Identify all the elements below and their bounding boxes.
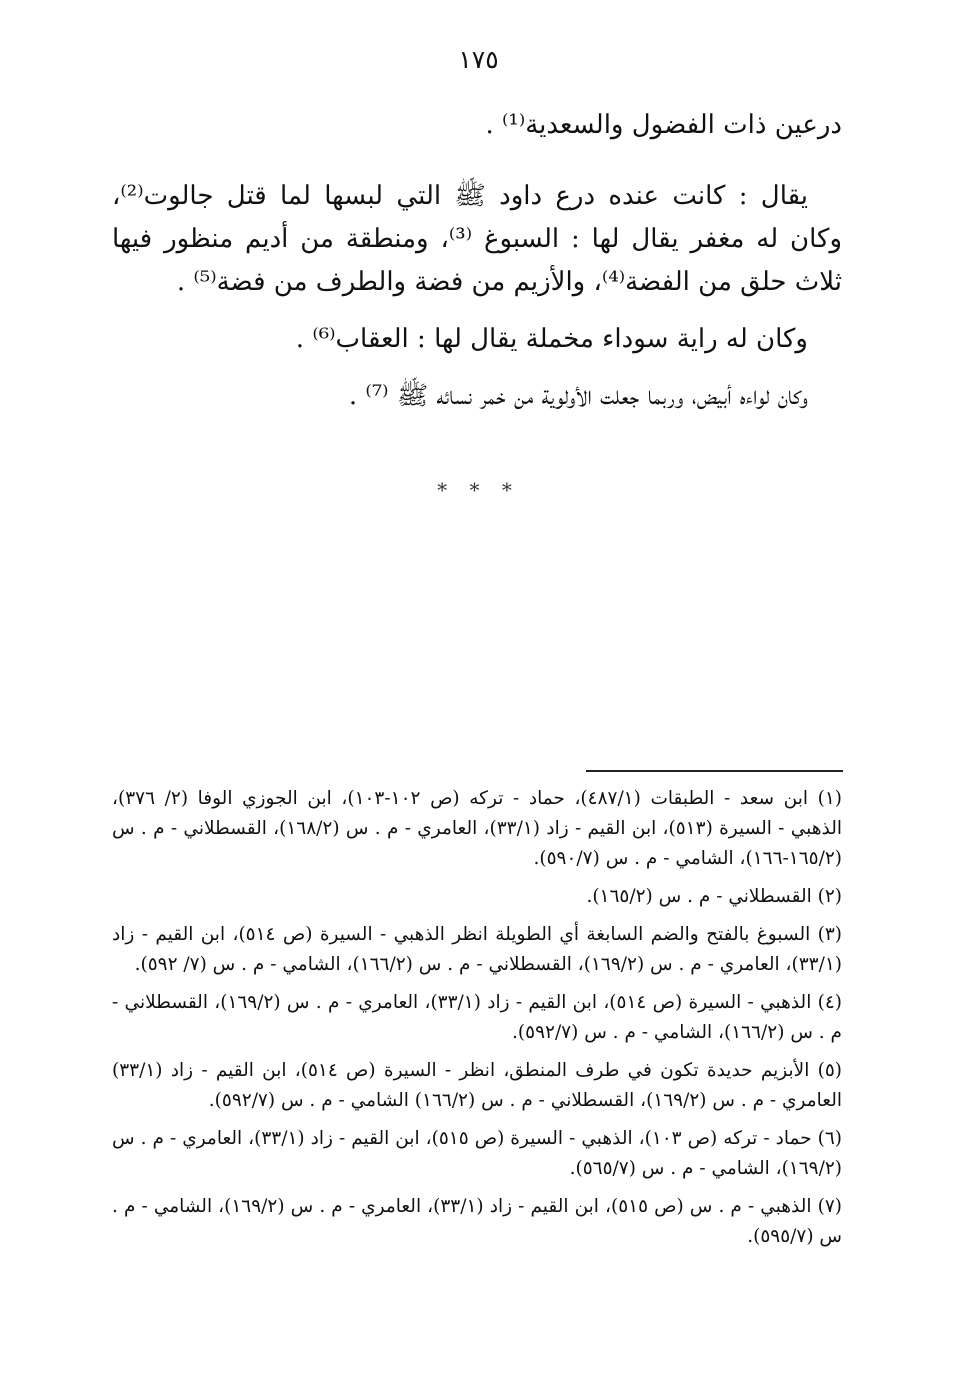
main-paragraph: وكان لواءه أبيض، وربما جعلت الأولوية من خمر نسائه ﷺ ⁽⁷⁾ .	[348, 381, 808, 411]
footnote-divider	[586, 770, 843, 772]
main-paragraph: وكان له راية سوداء مخملة يقال لها : العقاب⁽⁶⁾ .	[295, 324, 808, 354]
footnote: (٣) السبوغ بالفتح والضم السابغة أي الطويلة انظر الذهبي - السيرة (ص ٥١٤)، ابن القيم - زاد (٣٣/١)، العامري - م . س (١٦٩/٢)، القسطلاني - م . س (١٦٦/٢)، الشامي - م . س (٧/ ٥٩٢).	[112, 924, 842, 975]
page-number: ١٧٥	[458, 45, 499, 74]
footnotes	[112, 784, 842, 1260]
footnote: (٥) الأبزيم حديدة تكون في طرف المنطق، انظر - السيرة (ص ٥١٤)، ابن القيم - زاد (٣٣/١) العامري - م . س (١٦٩/٢)، القسطلاني - م . س (١٦٦/٢) الشامي - م . س (٥٩٢/٧).	[112, 1060, 842, 1111]
main-paragraph: درعين ذات الفضول والسعدية⁽¹⁾ .	[485, 110, 842, 140]
footnote: (٧) الذهبي - م . س (ص ٥١٥)، ابن القيم - زاد (٣٣/١)، العامري - م . س (١٦٩/٢)، الشامي - م . س (٥٩٥/٧).	[112, 1196, 842, 1247]
section-separator: * * *	[437, 478, 520, 502]
footnote: (٢) القسطلاني - م . س (١٦٥/٢).	[586, 886, 842, 907]
main-paragraph: يقال : كانت عنده درع داود ﷺ التي لبسها لما قتل جالوت⁽²⁾، وكان له مغفر يقال لها : السبوغ ⁽³⁾، ومنطقة من أديم منظور فيها ثلاث حلق من الفضة⁽⁴⁾، والأزيم من فضة والطرف من فضة⁽⁵⁾ .	[112, 181, 842, 297]
footnote: (٦) حماد - تركه (ص ١٠٣)، الذهبي - السيرة (ص ٥١٥)، ابن القيم - زاد (٣٣/١)، العامري - م . س (١٦٩/٢)، الشامي - م . س (٥٦٥/٧).	[112, 1128, 843, 1179]
main-text	[112, 104, 842, 432]
footnote: (١) ابن سعد - الطبقات (٤٨٧/١)، حماد - تركه (ص ١٠٢-١٠٣)، ابن الجوزي الوفا (٢/ ٣٧٦)، الذهبي - السيرة (٥١٣)، ابن القيم - زاد (٣٣/١)، العامري - م . س (١٦٨/٢)، القسطلاني - م . س (١٦٥/٢-١٦٦)، الشامي - م . س (٥٩٠/٧).	[112, 788, 842, 869]
footnote: (٤) الذهبي - السيرة (ص ٥١٤)، ابن القيم - زاد (٣٣/١)، العامري - م . س (١٦٩/٢)، القسطلاني - م . س (١٦٦/٢)، الشامي - م . س (٥٩٢/٧).	[112, 992, 842, 1043]
